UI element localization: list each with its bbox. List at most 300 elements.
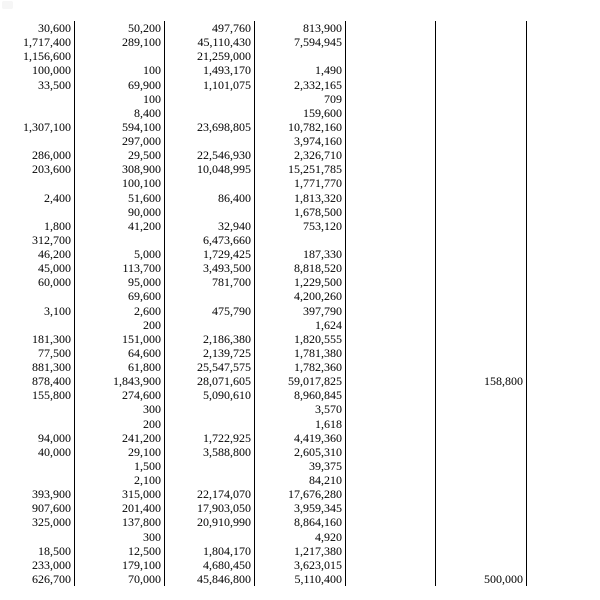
cell	[527, 360, 600, 374]
cell	[346, 318, 436, 332]
table-row	[0, 78, 600, 92]
cell	[346, 120, 436, 134]
cell	[436, 261, 527, 275]
cell	[527, 49, 600, 63]
cell	[436, 289, 527, 303]
table-row	[0, 162, 600, 176]
cell: 1,624	[255, 318, 346, 332]
cell	[527, 247, 600, 261]
cell	[165, 106, 255, 120]
cell: 29,500	[75, 148, 165, 162]
table-row	[0, 106, 600, 120]
cell: 155,800	[0, 388, 75, 402]
table-row	[0, 120, 600, 134]
cell: 878,400	[0, 374, 75, 388]
cell	[527, 162, 600, 176]
cell: 289,100	[75, 35, 165, 49]
cell: 3,493,500	[165, 261, 255, 275]
cell: 22,546,930	[165, 148, 255, 162]
cell: 64,600	[75, 346, 165, 360]
cell	[527, 530, 600, 544]
cell	[436, 318, 527, 332]
cell	[75, 233, 165, 247]
cell	[436, 92, 527, 106]
cell	[527, 92, 600, 106]
cell: 100	[75, 63, 165, 77]
cell: 393,900	[0, 487, 75, 501]
table-row	[0, 544, 600, 558]
table-row	[0, 275, 600, 289]
cell	[346, 473, 436, 487]
cell: 45,110,430	[165, 35, 255, 49]
cell	[0, 106, 75, 120]
table-row	[0, 191, 600, 205]
cell	[0, 417, 75, 431]
table-row	[0, 219, 600, 233]
table-row	[0, 247, 600, 261]
cell: 187,330	[255, 247, 346, 261]
table-row	[0, 176, 600, 190]
cell: 100,000	[0, 63, 75, 77]
cell: 475,790	[165, 304, 255, 318]
cell	[346, 63, 436, 77]
cell: 8,400	[75, 106, 165, 120]
cell: 274,600	[75, 388, 165, 402]
cell: 4,200,260	[255, 289, 346, 303]
cell: 8,864,160	[255, 515, 346, 529]
cell	[346, 35, 436, 49]
cell: 23,698,805	[165, 120, 255, 134]
cell: 241,200	[75, 431, 165, 445]
cell	[527, 120, 600, 134]
cell	[527, 233, 600, 247]
table-row	[0, 63, 600, 77]
cell: 2,100	[75, 473, 165, 487]
cell	[346, 487, 436, 501]
cell: 10,048,995	[165, 162, 255, 176]
cell: 300	[75, 530, 165, 544]
cell	[346, 431, 436, 445]
cell: 907,600	[0, 501, 75, 515]
cell: 100	[75, 92, 165, 106]
cell: 15,251,785	[255, 162, 346, 176]
cell	[346, 78, 436, 92]
cell: 1,781,380	[255, 346, 346, 360]
cell: 84,210	[255, 473, 346, 487]
cell: 497,760	[165, 21, 255, 35]
table-row	[0, 445, 600, 459]
cell	[346, 275, 436, 289]
cell: 594,100	[75, 120, 165, 134]
cell	[346, 445, 436, 459]
cell	[527, 544, 600, 558]
table-row	[0, 374, 600, 388]
cell	[75, 49, 165, 63]
cell: 50,200	[75, 21, 165, 35]
cell: 1,493,170	[165, 63, 255, 77]
cell	[165, 402, 255, 416]
cell	[346, 148, 436, 162]
cell: 397,790	[255, 304, 346, 318]
cell: 3,570	[255, 402, 346, 416]
cell	[165, 459, 255, 473]
cell	[0, 289, 75, 303]
cell: 4,680,450	[165, 558, 255, 572]
cell	[436, 162, 527, 176]
cell: 70,000	[75, 572, 165, 586]
cell: 94,000	[0, 431, 75, 445]
cell	[436, 247, 527, 261]
cell	[527, 388, 600, 402]
cell: 500,000	[436, 572, 527, 586]
cell: 179,100	[75, 558, 165, 572]
table-row	[0, 233, 600, 247]
cell	[527, 148, 600, 162]
table-row	[0, 515, 600, 529]
cell	[527, 63, 600, 77]
cell: 2,139,725	[165, 346, 255, 360]
cell	[527, 289, 600, 303]
cell	[527, 304, 600, 318]
table-row	[0, 360, 600, 374]
table-row	[0, 459, 600, 473]
cell	[436, 515, 527, 529]
cell	[346, 304, 436, 318]
cell: 45,000	[0, 261, 75, 275]
cell	[436, 473, 527, 487]
cell	[346, 346, 436, 360]
cell	[0, 134, 75, 148]
cell: 1,618	[255, 417, 346, 431]
cell	[436, 487, 527, 501]
cell: 233,000	[0, 558, 75, 572]
cell	[436, 134, 527, 148]
table-row	[0, 205, 600, 219]
table-row	[0, 318, 600, 332]
cell	[436, 120, 527, 134]
cell	[436, 388, 527, 402]
cell	[527, 473, 600, 487]
cell: 1,156,600	[0, 49, 75, 63]
cell	[346, 205, 436, 219]
cell: 4,419,360	[255, 431, 346, 445]
cell: 813,900	[255, 21, 346, 35]
cell	[346, 544, 436, 558]
cell	[436, 530, 527, 544]
cell	[0, 318, 75, 332]
cell	[527, 431, 600, 445]
table-row	[0, 388, 600, 402]
cell	[436, 332, 527, 346]
cell	[346, 49, 436, 63]
table-row	[0, 572, 600, 586]
cell	[0, 402, 75, 416]
cell	[527, 346, 600, 360]
cell: 1,678,500	[255, 205, 346, 219]
table-row	[0, 92, 600, 106]
cell	[346, 332, 436, 346]
cell: 90,000	[75, 205, 165, 219]
cell: 100,100	[75, 176, 165, 190]
cell: 2,400	[0, 191, 75, 205]
cell	[436, 205, 527, 219]
cell	[346, 191, 436, 205]
cell: 200	[75, 318, 165, 332]
table-row	[0, 332, 600, 346]
cell: 781,700	[165, 275, 255, 289]
cell: 1,782,360	[255, 360, 346, 374]
cell	[527, 134, 600, 148]
cell: 7,594,945	[255, 35, 346, 49]
cell	[255, 233, 346, 247]
cell: 1,490	[255, 63, 346, 77]
cell	[346, 162, 436, 176]
cell	[165, 176, 255, 190]
cell: 137,800	[75, 515, 165, 529]
ledger-table	[0, 21, 600, 586]
cell	[346, 134, 436, 148]
table-row	[0, 289, 600, 303]
cell	[165, 318, 255, 332]
cell: 203,600	[0, 162, 75, 176]
cell	[0, 530, 75, 544]
cell	[527, 487, 600, 501]
cell: 113,700	[75, 261, 165, 275]
cell	[527, 191, 600, 205]
cell: 1,729,425	[165, 247, 255, 261]
cell	[346, 402, 436, 416]
cell: 29,100	[75, 445, 165, 459]
cell: 286,000	[0, 148, 75, 162]
cell	[165, 473, 255, 487]
table-row	[0, 402, 600, 416]
cell: 30,600	[0, 21, 75, 35]
cell	[346, 289, 436, 303]
cell: 753,120	[255, 219, 346, 233]
cell	[527, 78, 600, 92]
cell	[436, 544, 527, 558]
cell	[436, 49, 527, 63]
cell: 1,217,380	[255, 544, 346, 558]
table-row	[0, 304, 600, 318]
cell	[436, 346, 527, 360]
cell: 10,782,160	[255, 120, 346, 134]
cell	[527, 515, 600, 529]
cell: 3,588,800	[165, 445, 255, 459]
cell: 18,500	[0, 544, 75, 558]
cell	[436, 431, 527, 445]
cell	[436, 219, 527, 233]
cell	[346, 21, 436, 35]
cell	[346, 417, 436, 431]
cell: 1,229,500	[255, 275, 346, 289]
cell: 22,174,070	[165, 487, 255, 501]
cell	[346, 388, 436, 402]
cell	[165, 205, 255, 219]
cell	[436, 78, 527, 92]
cell	[436, 176, 527, 190]
cell: 25,547,575	[165, 360, 255, 374]
cell: 1,717,400	[0, 35, 75, 49]
table-row	[0, 473, 600, 487]
cell	[527, 275, 600, 289]
cell: 5,000	[75, 247, 165, 261]
table-row	[0, 49, 600, 63]
cell: 28,071,605	[165, 374, 255, 388]
cell: 626,700	[0, 572, 75, 586]
cell: 315,000	[75, 487, 165, 501]
cell	[436, 360, 527, 374]
cell	[0, 473, 75, 487]
table-row	[0, 530, 600, 544]
cell: 60,000	[0, 275, 75, 289]
cell	[527, 219, 600, 233]
cell: 2,600	[75, 304, 165, 318]
scan-smudge-artifact	[2, 1, 13, 9]
cell	[436, 417, 527, 431]
cell	[346, 374, 436, 388]
cell	[346, 233, 436, 247]
cell: 12,500	[75, 544, 165, 558]
cell: 2,605,310	[255, 445, 346, 459]
cell	[436, 558, 527, 572]
cell: 45,846,800	[165, 572, 255, 586]
cell: 1,804,170	[165, 544, 255, 558]
cell	[0, 459, 75, 473]
cell: 21,259,000	[165, 49, 255, 63]
cell	[346, 219, 436, 233]
cell	[255, 49, 346, 63]
cell: 297,000	[75, 134, 165, 148]
cell: 308,900	[75, 162, 165, 176]
cell: 61,800	[75, 360, 165, 374]
cell	[165, 134, 255, 148]
cell: 1,771,770	[255, 176, 346, 190]
cell: 1,800	[0, 219, 75, 233]
cell	[527, 417, 600, 431]
cell	[346, 92, 436, 106]
cell: 1,820,555	[255, 332, 346, 346]
cell	[527, 402, 600, 416]
cell: 325,000	[0, 515, 75, 529]
cell	[165, 92, 255, 106]
cell	[346, 261, 436, 275]
cell	[346, 515, 436, 529]
cell: 3,959,345	[255, 501, 346, 515]
cell: 77,500	[0, 346, 75, 360]
table-row	[0, 346, 600, 360]
table-row	[0, 261, 600, 275]
cell: 33,500	[0, 78, 75, 92]
table-row	[0, 501, 600, 515]
cell	[0, 176, 75, 190]
cell	[346, 558, 436, 572]
cell	[165, 289, 255, 303]
cell	[346, 572, 436, 586]
cell: 32,940	[165, 219, 255, 233]
table-row	[0, 21, 600, 35]
cell	[527, 445, 600, 459]
cell: 181,300	[0, 332, 75, 346]
table-row	[0, 134, 600, 148]
table-row	[0, 558, 600, 572]
cell: 2,332,165	[255, 78, 346, 92]
cell	[436, 304, 527, 318]
cell	[527, 261, 600, 275]
cell	[346, 176, 436, 190]
cell	[436, 106, 527, 120]
cell: 1,843,900	[75, 374, 165, 388]
cell: 95,000	[75, 275, 165, 289]
cell: 3,623,015	[255, 558, 346, 572]
cell: 709	[255, 92, 346, 106]
cell	[436, 233, 527, 247]
cell: 5,110,400	[255, 572, 346, 586]
cell: 158,800	[436, 374, 527, 388]
cell: 1,307,100	[0, 120, 75, 134]
cell	[527, 459, 600, 473]
cell	[527, 572, 600, 586]
table-row	[0, 487, 600, 501]
cell	[346, 501, 436, 515]
cell: 17,676,280	[255, 487, 346, 501]
cell	[346, 106, 436, 120]
cell: 5,090,610	[165, 388, 255, 402]
table-row	[0, 431, 600, 445]
cell: 881,300	[0, 360, 75, 374]
cell	[527, 318, 600, 332]
cell: 1,500	[75, 459, 165, 473]
cell	[165, 417, 255, 431]
cell: 2,326,710	[255, 148, 346, 162]
cell: 51,600	[75, 191, 165, 205]
cell	[436, 402, 527, 416]
cell: 1,813,320	[255, 191, 346, 205]
cell: 159,600	[255, 106, 346, 120]
cell	[436, 35, 527, 49]
cell: 1,722,925	[165, 431, 255, 445]
cell: 201,400	[75, 501, 165, 515]
cell: 312,700	[0, 233, 75, 247]
cell	[346, 459, 436, 473]
cell: 151,000	[75, 332, 165, 346]
cell: 20,910,990	[165, 515, 255, 529]
cell	[346, 530, 436, 544]
cell: 46,200	[0, 247, 75, 261]
cell: 6,473,660	[165, 233, 255, 247]
cell	[0, 92, 75, 106]
cell	[436, 191, 527, 205]
cell: 40,000	[0, 445, 75, 459]
cell	[0, 205, 75, 219]
cell: 8,818,520	[255, 261, 346, 275]
cell	[346, 360, 436, 374]
cell	[436, 501, 527, 515]
cell: 4,920	[255, 530, 346, 544]
cell	[527, 176, 600, 190]
table-row	[0, 148, 600, 162]
cell: 39,375	[255, 459, 346, 473]
cell: 41,200	[75, 219, 165, 233]
cell	[527, 205, 600, 219]
cell	[527, 501, 600, 515]
cell: 300	[75, 402, 165, 416]
cell	[436, 445, 527, 459]
cell: 3,100	[0, 304, 75, 318]
cell	[527, 332, 600, 346]
cell	[436, 148, 527, 162]
cell: 17,903,050	[165, 501, 255, 515]
